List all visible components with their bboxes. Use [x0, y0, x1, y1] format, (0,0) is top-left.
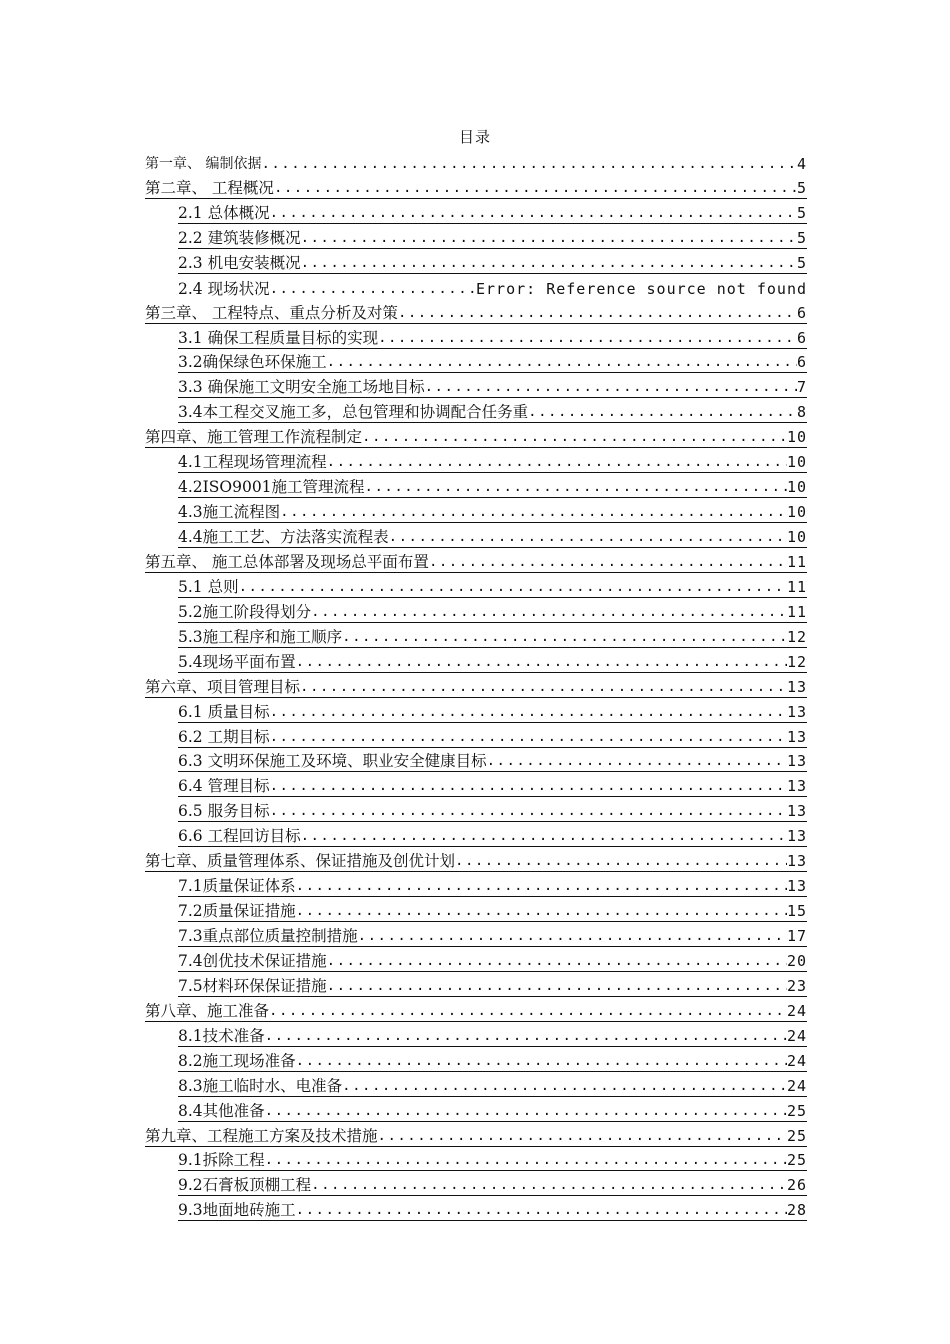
toc-dot-leader [327, 977, 787, 997]
toc-dot-leader [365, 478, 787, 498]
toc-entry-title: 第四章、施工管理工作流程制定 [145, 428, 363, 447]
toc-section-entry[interactable] [145, 772, 807, 797]
toc-chapter-entry[interactable] [145, 299, 807, 324]
toc-dot-leader [300, 678, 787, 698]
toc-entry-title: 3.3 确保施工文明安全施工场地目标 [178, 378, 425, 397]
toc-page-number: 12 [786, 627, 807, 646]
toc-section-entry[interactable] [145, 1171, 807, 1196]
toc-dot-leader [378, 329, 797, 349]
toc-page-number: 24 [786, 1001, 807, 1020]
toc-entry-title: 8.2施工现场准备 [178, 1051, 296, 1070]
toc-page-number: 10 [786, 428, 807, 447]
toc-page-number: 20 [786, 951, 807, 970]
toc-entry-title: 5.4现场平面布置 [178, 652, 296, 671]
toc-dot-leader [358, 927, 787, 947]
toc-page-number: 6 [796, 328, 807, 347]
toc-entry-title: 3.1 确保工程质量目标的实现 [178, 328, 379, 347]
toc-entry-title: 2.3 机电安装概况 [178, 253, 301, 272]
toc-dot-leader [301, 254, 797, 274]
toc-section-entry[interactable] [145, 723, 807, 748]
toc-page-number: 13 [786, 777, 807, 796]
toc-page-number: 11 [786, 577, 807, 596]
toc-chapter-entry[interactable] [145, 997, 807, 1022]
toc-entry-title: 7.3重点部位质量控制措施 [178, 927, 358, 945]
toc-dot-leader [270, 777, 787, 797]
toc-page-number: 25 [786, 1101, 807, 1120]
toc-page-number: 5 [796, 178, 807, 197]
toc-section-entry [145, 274, 807, 299]
toc-page-number: 10 [786, 528, 807, 546]
toc-entry-title: 第五章、 施工总体部署及现场总平面布置 [145, 552, 429, 571]
toc-section-entry[interactable] [145, 623, 807, 648]
toc-section-entry[interactable] [145, 1196, 807, 1221]
toc-chapter-entry[interactable] [145, 1122, 807, 1147]
toc-dot-leader [342, 1077, 787, 1097]
toc-dot-leader [265, 1102, 787, 1122]
toc-dot-leader [311, 603, 787, 623]
toc-section-entry[interactable] [145, 822, 807, 847]
toc-page-number: 5 [796, 228, 807, 247]
toc-dot-leader [265, 1151, 787, 1171]
toc-dot-leader [455, 852, 787, 872]
toc-entry-title: 9.1拆除工程 [178, 1151, 265, 1170]
toc-chapter-entry[interactable] [145, 423, 807, 448]
toc-page-number: 17 [786, 927, 807, 945]
toc-page-number: 13 [786, 702, 807, 721]
toc-entry-title: 8.3施工临时水、电准备 [178, 1076, 343, 1095]
toc-dot-leader [429, 553, 787, 573]
toc-page-number: 28 [786, 1201, 807, 1220]
toc-dot-leader [270, 802, 787, 822]
toc-section-entry[interactable] [145, 1147, 807, 1172]
toc-page-number: 25 [786, 1126, 807, 1145]
toc-page-number: 24 [786, 1026, 807, 1045]
toc-dot-leader [280, 503, 787, 523]
toc-chapter-entry[interactable] [145, 847, 807, 872]
toc-section-entry[interactable] [145, 199, 807, 224]
toc-dot-leader [274, 179, 797, 199]
toc-entry-title: 2.2 建筑装修概况 [178, 228, 301, 247]
toc-section-entry[interactable] [145, 897, 807, 922]
toc-entry-title: 9.3地面地砖施工 [178, 1201, 296, 1220]
toc-section-entry[interactable] [145, 349, 807, 374]
toc-entry-title: 2.4 现场状况 [178, 279, 270, 298]
toc-entry-title: 7.1质量保证体系 [178, 877, 296, 896]
toc-dot-leader [296, 1052, 787, 1072]
toc-section-entry[interactable] [145, 1047, 807, 1072]
toc-entry-title: 3.2确保绿色环保施工 [178, 353, 327, 372]
toc-entry-title: 4.4施工工艺、方法落实流程表 [178, 528, 389, 546]
toc-section-entry[interactable] [145, 573, 807, 598]
toc-chapter-entry [145, 149, 807, 174]
toc-entry-title: 7.5材料环保保证措施 [178, 976, 327, 995]
table-of-contents [145, 149, 807, 1221]
toc-dot-leader [362, 428, 787, 448]
toc-entry-title: 第一章、 编制依据 [145, 155, 262, 172]
toc-title: 目录 [458, 128, 491, 146]
toc-dot-leader [528, 403, 797, 423]
toc-entry-title: 3.4本工程交叉施工多，总包管理和协调配合任务重 [178, 403, 529, 422]
toc-entry-title: 6.5 服务目标 [178, 802, 270, 821]
toc-dot-leader [265, 1027, 787, 1047]
toc-dot-leader [270, 728, 787, 748]
toc-dot-leader [327, 453, 787, 473]
toc-entry-title: 8.1技术准备 [178, 1026, 265, 1045]
toc-entry-title: 9.2石膏板顶棚工程 [178, 1176, 312, 1195]
toc-dot-leader [425, 378, 797, 398]
toc-chapter-entry[interactable] [145, 548, 807, 573]
toc-page-number: 13 [786, 677, 807, 696]
toc-section-entry[interactable] [145, 1097, 807, 1122]
toc-section-entry[interactable] [145, 972, 807, 997]
toc-dot-leader [301, 827, 787, 847]
toc-section-entry[interactable] [145, 249, 807, 274]
toc-entry-title: 6.2 工期目标 [178, 727, 270, 746]
toc-page-number: 24 [786, 1051, 807, 1070]
toc-dot-leader [311, 1176, 787, 1196]
toc-section-entry[interactable] [145, 748, 807, 773]
toc-section-entry[interactable] [145, 1072, 807, 1097]
toc-page-number: 5 [796, 253, 807, 272]
toc-entry-title: 第二章、 工程概况 [145, 178, 274, 197]
toc-page-number: 13 [786, 877, 807, 896]
toc-section-entry[interactable] [145, 523, 807, 548]
toc-entry-title: 4.2ISO9001施工管理流程 [178, 478, 365, 497]
toc-dot-leader [301, 229, 797, 249]
toc-dot-leader [327, 952, 787, 972]
toc-dot-leader [296, 877, 787, 897]
toc-page-number: 24 [786, 1076, 807, 1095]
toc-dot-leader [296, 902, 787, 922]
toc-page-number: 25 [786, 1151, 807, 1170]
toc-entry-title: 第九章、工程施工方案及技术措施 [145, 1126, 378, 1145]
toc-dot-leader [269, 1002, 787, 1022]
toc-page-number: 13 [786, 752, 807, 771]
toc-entry-title: 第三章、 工程特点、重点分析及对策 [145, 303, 398, 322]
toc-entry-title: 第六章、项目管理目标 [145, 677, 301, 696]
toc-section-entry[interactable] [145, 947, 807, 972]
toc-dot-leader [389, 528, 787, 548]
toc-page-number: 13 [786, 802, 807, 821]
toc-page-number: 10 [786, 503, 807, 522]
toc-page-number: 6 [796, 353, 807, 372]
toc-page-number: 12 [786, 652, 807, 671]
toc-entry-title: 5.3施工程序和施工顺序 [178, 627, 343, 646]
toc-entry-title: 6.1 质量目标 [178, 702, 270, 721]
toc-entry-title: 6.4 管理目标 [178, 777, 270, 796]
toc-section-entry[interactable] [145, 598, 807, 623]
toc-entry-title: 第七章、质量管理体系、保证措施及创优计划 [145, 852, 456, 871]
toc-page-number: 11 [786, 602, 807, 621]
toc-page-number: 7 [796, 378, 807, 397]
toc-dot-leader [296, 653, 787, 673]
toc-section-entry[interactable] [145, 797, 807, 822]
toc-entry-title: 8.4其他准备 [178, 1101, 265, 1120]
toc-entry-title: 7.4创优技术保证措施 [178, 951, 327, 970]
toc-dot-leader [261, 155, 797, 174]
toc-page-number: 15 [786, 902, 807, 921]
toc-entry-title: 5.1 总则 [178, 577, 239, 596]
toc-entry-title: 4.3施工流程图 [178, 503, 281, 522]
toc-chapter-entry[interactable] [145, 673, 807, 698]
toc-section-entry[interactable] [145, 698, 807, 723]
toc-page-number: 8 [796, 403, 807, 422]
toc-page-number: 10 [786, 478, 807, 497]
toc-dot-leader [296, 1201, 787, 1221]
toc-section-entry[interactable] [145, 648, 807, 673]
toc-section-entry[interactable] [145, 1022, 807, 1047]
toc-dot-leader [270, 204, 797, 224]
toc-page-number: Error: Reference source not found [475, 279, 807, 298]
toc-dot-leader [398, 304, 797, 324]
toc-section-entry[interactable] [145, 922, 807, 947]
toc-section-entry[interactable] [145, 473, 807, 498]
toc-dot-leader [342, 628, 787, 648]
toc-dot-leader [239, 578, 787, 598]
toc-page-number: 13 [786, 852, 807, 871]
toc-page-number: 13 [786, 727, 807, 746]
toc-page-number: 11 [786, 552, 807, 571]
toc-section-entry[interactable] [145, 373, 807, 398]
toc-page-number: 23 [786, 976, 807, 995]
toc-section-entry[interactable] [145, 498, 807, 523]
toc-dot-leader [378, 1127, 787, 1147]
toc-section-entry[interactable] [145, 224, 807, 249]
toc-page-number: 13 [786, 827, 807, 846]
toc-section-entry[interactable] [145, 324, 807, 349]
toc-entry-title: 5.2施工阶段得划分 [178, 602, 312, 621]
toc-entry-title: 第八章、施工准备 [145, 1001, 270, 1020]
toc-dot-leader [270, 703, 787, 723]
toc-section-entry[interactable] [145, 872, 807, 897]
toc-section-entry[interactable] [145, 398, 807, 423]
toc-entry-title: 4.1工程现场管理流程 [178, 453, 327, 472]
toc-entry-title: 7.2质量保证措施 [178, 902, 296, 921]
toc-page-number: 4 [796, 154, 807, 173]
toc-page-number: 5 [796, 203, 807, 222]
toc-entry-title: 6.6 工程回访目标 [178, 827, 301, 846]
toc-dot-leader [270, 280, 476, 299]
toc-section-entry[interactable] [145, 448, 807, 473]
toc-chapter-entry[interactable] [145, 174, 807, 199]
toc-dot-leader [327, 353, 797, 373]
toc-entry-title: 6.3 文明环保施工及环境、职业安全健康目标 [178, 752, 487, 771]
toc-dot-leader [487, 752, 787, 772]
toc-entry-title: 2.1 总体概况 [178, 203, 270, 222]
toc-page-number: 10 [786, 453, 807, 472]
toc-page-number: 6 [796, 303, 807, 322]
toc-page-number: 26 [786, 1176, 807, 1195]
